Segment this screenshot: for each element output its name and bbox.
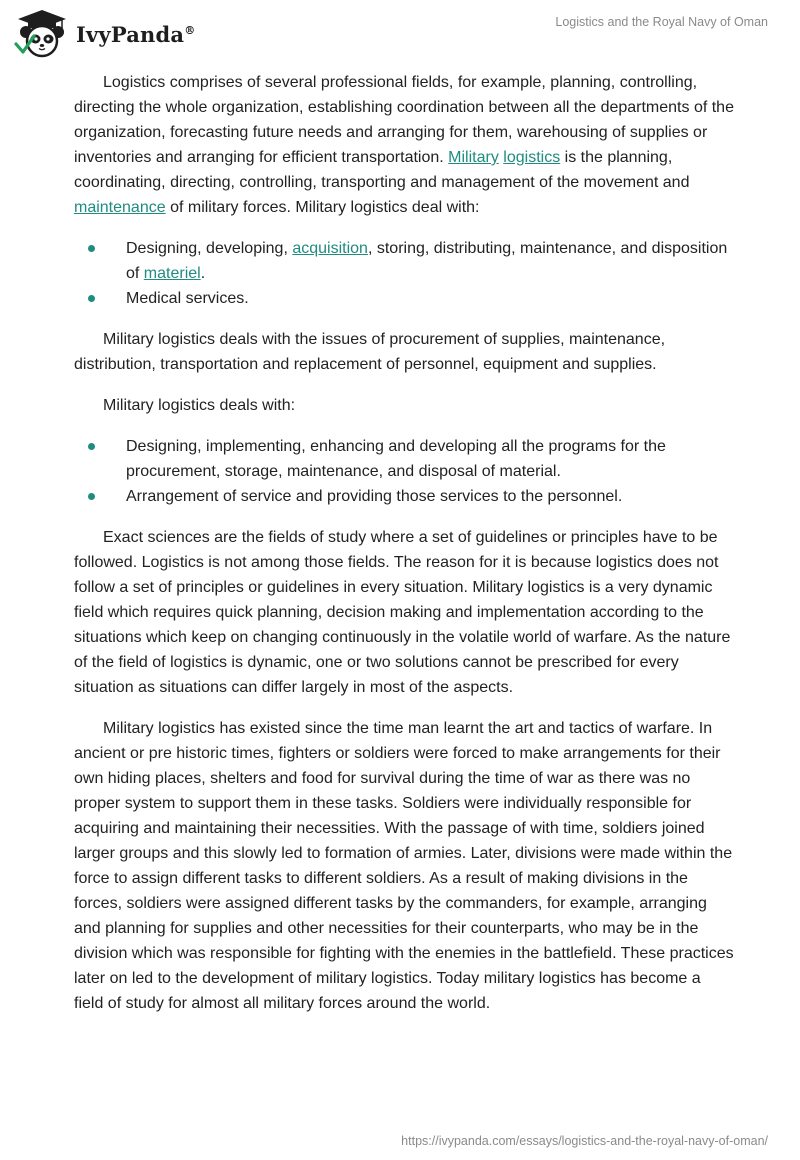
link-materiel[interactable]: materiel xyxy=(143,265,201,282)
essay-content xyxy=(74,70,734,1032)
paragraph-2: Military logistics deals with the issues of procurement of supplies, maintenance, distribution, transportation and replacement of personnel, equipment and supplies. xyxy=(74,331,666,373)
paragraph-3: Military logistics deals with: xyxy=(103,397,296,414)
bullet-dot-icon xyxy=(88,493,95,500)
logo-text: IvyPanda® xyxy=(76,21,196,47)
bullet-dot-icon xyxy=(88,443,95,450)
list-item: Arrangement of service and providing those services to the personnel. xyxy=(74,484,734,509)
link-maintenance[interactable]: maintenance xyxy=(74,199,166,216)
registered-mark: ® xyxy=(184,23,196,37)
paragraph-4: Exact sciences are the fields of study where a set of guidelines or principles have to be followed. Logistics is not among those fields. The reason for it is because logistics does not follow a set of principles or guidelines in every situation. Military logistics is a very dynamic field which requires quick planning, decision making and implementation according to the situations which keep on changing continuously in the volatile world of warfare. As the nature of the field of logistics is dynamic, one or two solutions cannot be prescribed for every situation as situations can differ largely in most of the aspects. xyxy=(74,529,731,696)
page-header xyxy=(0,0,800,70)
source-url[interactable]: https://ivypanda.com/essays/logistics-and-the-royal-navy-of-oman/ xyxy=(401,1134,768,1148)
link-acquisition[interactable]: acquisition xyxy=(292,240,368,257)
paragraph-1: Logistics comprises of several professional fields, for example, planning, controlling, directing the whole organization, establishing coordination between all the departments of the organization, forecasting future needs and arranging for them, warehousing of supplies or inventories and arranging for efficient transportation. Military logistics is the planning, coordinating, directing, controlling, transporting and management of the movement and maintenance of military forces. Military logistics deal with: xyxy=(74,74,734,216)
list-item: Medical services. xyxy=(74,286,734,311)
document-title: Logistics and the Royal Navy of Oman xyxy=(555,15,768,29)
link-military[interactable]: Military xyxy=(448,149,499,166)
bullet-dot-icon xyxy=(88,295,95,302)
bullet-dot-icon xyxy=(88,245,95,252)
panda-graduate-icon xyxy=(14,8,70,60)
link-logistics[interactable]: logistics xyxy=(503,149,561,166)
paragraph-5: Military logistics has existed since the time man learnt the art and tactics of warfare. In ancient or pre historic times, fighters or soldiers were forced to make arrangements for their own hiding places, shelters and food for survival during the time of war as there was no proper system to support them in these tasks. Soldiers were individually responsible for acquiring and maintaining their necessities. With the passage of with time, soldiers joined larger groups and this slowly led to formation of armies. Later, divisions were made within the force to assign different tasks to different soldiers. As a result of making divisions in the forces, soldiers were assigned different tasks by the commanders, for example, arranging and planning for supplies and other necessities for their counterparts, who may be in the division which was responsible for fighting with the enemies in the battlefield. These practices later on led to the development of military logistics. Today military logistics has become a field of study for almost all military forces around the world. xyxy=(74,720,734,1012)
list-item: Designing, developing, acquisition, storing, distributing, maintenance, and disposition of materiel. xyxy=(74,236,734,286)
ivypanda-logo[interactable] xyxy=(14,8,195,60)
bullet-list-2 xyxy=(74,434,734,509)
bullet-list-1 xyxy=(74,236,734,311)
list-item: Designing, implementing, enhancing and developing all the programs for the procurement, storage, maintenance, and disposal of material. xyxy=(74,434,734,484)
